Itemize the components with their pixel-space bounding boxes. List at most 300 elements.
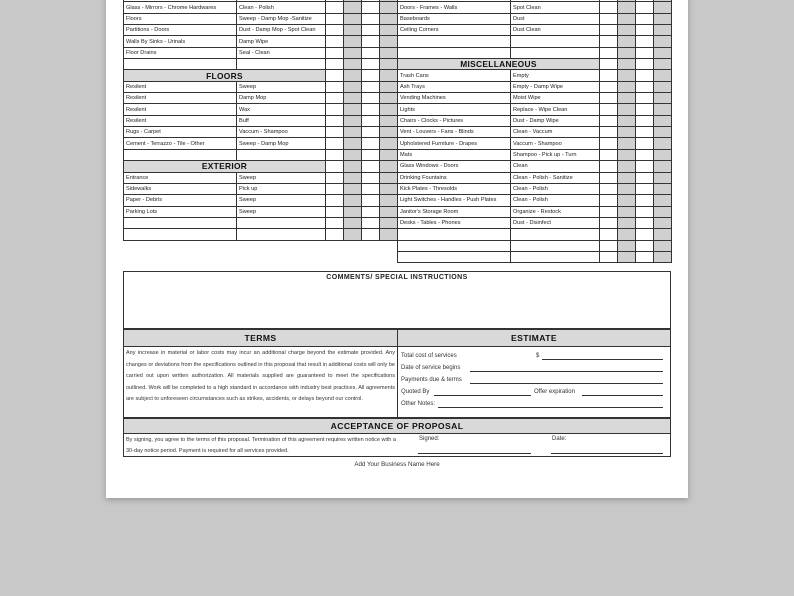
checkbox-cell[interactable]	[600, 240, 618, 251]
task-area-cell: Trash Cans	[398, 70, 511, 81]
task-action-cell: Sweep	[237, 206, 326, 217]
table-row	[124, 36, 398, 47]
checkbox-cell[interactable]	[636, 115, 654, 126]
acceptance-section	[123, 418, 671, 457]
checkbox-cell[interactable]	[362, 127, 380, 138]
checkbox-cell[interactable]	[654, 59, 672, 70]
checkbox-cell[interactable]	[618, 229, 636, 240]
checkbox-cell[interactable]	[636, 70, 654, 81]
task-area-cell: Drinking Fountains	[398, 172, 511, 183]
task-area-cell: Parking Lots	[124, 206, 237, 217]
checkbox-cell[interactable]	[618, 13, 636, 24]
checkbox-cell[interactable]	[326, 2, 344, 13]
checkbox-cell[interactable]	[600, 115, 618, 126]
task-action-cell: Dust - Damp Wipe	[511, 115, 600, 126]
checkbox-cell[interactable]	[326, 115, 344, 126]
task-area-cell: Cement - Terrazzo - Tile - Other	[124, 138, 237, 149]
checkbox-cell[interactable]	[636, 2, 654, 13]
checkbox-cell[interactable]	[362, 161, 380, 172]
checkbox-cell[interactable]	[326, 161, 344, 172]
task-area-cell: Resilent	[124, 81, 237, 92]
checkbox-cell[interactable]	[600, 81, 618, 92]
table-row	[398, 115, 672, 126]
checkbox-cell[interactable]	[326, 59, 344, 70]
task-action-cell: Spot Clean	[511, 2, 600, 13]
checkbox-cell[interactable]	[654, 25, 672, 36]
task-area-cell	[124, 229, 237, 240]
checkbox-cell[interactable]	[636, 25, 654, 36]
table-row	[124, 25, 398, 36]
date-label: Date:	[552, 436, 567, 442]
task-action-cell	[511, 251, 600, 262]
task-area-cell: Vent - Louvers - Fans - Blinds	[398, 127, 511, 138]
table-row	[398, 81, 672, 92]
table-row	[124, 127, 398, 138]
task-area-cell	[124, 149, 237, 160]
currency-symbol: $	[536, 353, 540, 359]
checkbox-cell[interactable]	[362, 217, 380, 228]
checkbox-cell[interactable]	[344, 172, 362, 183]
checkbox-cell[interactable]	[380, 149, 398, 160]
checkbox-cell[interactable]	[636, 149, 654, 160]
checkbox-cell[interactable]	[326, 70, 344, 81]
task-area-cell: Chairs - Clocks - Pictures	[398, 115, 511, 126]
checkbox-cell[interactable]	[600, 70, 618, 81]
task-area-cell: Partitions - Doors	[124, 25, 237, 36]
task-action-cell: Moist Wipe	[511, 93, 600, 104]
table-row	[398, 149, 672, 160]
table-row	[398, 183, 672, 194]
checkbox-cell[interactable]	[344, 47, 362, 58]
checkbox-cell[interactable]	[380, 47, 398, 58]
table-row	[398, 229, 672, 240]
checkbox-cell[interactable]	[654, 13, 672, 24]
checkbox-cell[interactable]	[362, 47, 380, 58]
checkbox-cell[interactable]	[600, 172, 618, 183]
checkbox-cell[interactable]	[618, 240, 636, 251]
checkbox-cell[interactable]	[600, 217, 618, 228]
table-row	[398, 36, 672, 47]
checkbox-cell[interactable]	[618, 127, 636, 138]
task-action-cell	[237, 59, 326, 70]
checkbox-cell[interactable]	[380, 36, 398, 47]
task-action-cell: Pick up	[237, 183, 326, 194]
checkbox-cell[interactable]	[362, 149, 380, 160]
task-action-cell: Dust	[511, 13, 600, 24]
checkbox-cell[interactable]	[344, 36, 362, 47]
checkbox-cell[interactable]	[618, 59, 636, 70]
task-action-cell: Clean - Polish - Sanitize	[511, 172, 600, 183]
checkbox-cell[interactable]	[362, 104, 380, 115]
task-action-cell: Shampoo - Pick up - Turn	[511, 149, 600, 160]
checkbox-cell[interactable]	[636, 195, 654, 206]
checkbox-cell[interactable]	[654, 195, 672, 206]
table-row	[398, 172, 672, 183]
task-area-cell: Floor Drains	[124, 47, 237, 58]
checkbox-cell[interactable]	[326, 195, 344, 206]
checkbox-cell[interactable]	[380, 161, 398, 172]
task-area-cell: Resilent	[124, 93, 237, 104]
task-action-cell	[237, 229, 326, 240]
table-row	[124, 195, 398, 206]
checkbox-cell[interactable]	[362, 70, 380, 81]
proposal-page	[106, 0, 688, 498]
task-area-cell: Upholstered Furniture - Drapes	[398, 138, 511, 149]
service-date-label: Date of service begins	[401, 365, 461, 372]
checkbox-cell[interactable]	[380, 81, 398, 92]
checkbox-cell[interactable]	[636, 217, 654, 228]
checkbox-cell[interactable]	[380, 183, 398, 194]
checkbox-cell[interactable]	[344, 81, 362, 92]
acceptance-title: ACCEPTANCE OF PROPOSAL	[124, 419, 670, 434]
checkbox-cell[interactable]	[380, 217, 398, 228]
checkbox-cell[interactable]	[362, 59, 380, 70]
checkbox-cell[interactable]	[344, 104, 362, 115]
task-action-cell	[511, 229, 600, 240]
checkbox-cell[interactable]	[618, 251, 636, 262]
checkbox-cell[interactable]	[362, 172, 380, 183]
checkbox-cell[interactable]	[362, 195, 380, 206]
comments-box[interactable]	[123, 271, 671, 329]
checkbox-cell[interactable]	[600, 127, 618, 138]
checkbox-cell[interactable]	[344, 229, 362, 240]
checkbox-cell[interactable]	[654, 217, 672, 228]
table-row	[124, 93, 398, 104]
checkbox-cell[interactable]	[636, 59, 654, 70]
comments-title: COMMENTS/ SPECIAL INSTRUCTIONS	[326, 274, 468, 281]
checkbox-cell[interactable]	[326, 217, 344, 228]
checkbox-cell[interactable]	[654, 93, 672, 104]
checkbox-cell[interactable]	[654, 47, 672, 58]
task-action-cell: Clean - Vaccum	[511, 127, 600, 138]
task-area-cell: Entrance	[124, 172, 237, 183]
checkbox-cell[interactable]	[380, 138, 398, 149]
checkbox-cell[interactable]	[636, 127, 654, 138]
table-row	[124, 172, 398, 183]
checkbox-cell[interactable]	[618, 70, 636, 81]
quoted-row	[398, 386, 670, 398]
checkbox-cell[interactable]	[362, 2, 380, 13]
task-area-cell: Doors - Frames - Walls	[398, 2, 511, 13]
checkbox-cell[interactable]	[654, 36, 672, 47]
checkbox-cell[interactable]	[654, 104, 672, 115]
table-row	[398, 240, 672, 251]
table-row	[124, 138, 398, 149]
checkbox-cell[interactable]	[326, 25, 344, 36]
task-action-cell: Damp Mop	[237, 93, 326, 104]
payments-label: Payments due & terms	[401, 377, 462, 384]
task-area-cell	[398, 36, 511, 47]
checkbox-cell[interactable]	[636, 138, 654, 149]
checkbox-cell[interactable]	[362, 115, 380, 126]
table-row	[124, 206, 398, 217]
checkbox-cell[interactable]	[600, 183, 618, 194]
table-row	[124, 59, 398, 70]
checkbox-cell[interactable]	[636, 172, 654, 183]
checkbox-cell[interactable]	[344, 115, 362, 126]
table-row	[398, 25, 672, 36]
checkbox-cell[interactable]	[636, 229, 654, 240]
checkbox-cell[interactable]	[636, 47, 654, 58]
estimate-title: ESTIMATE	[398, 330, 670, 347]
misc-heading-row	[398, 59, 672, 70]
total-cost-field[interactable]	[542, 350, 663, 360]
table-row	[124, 183, 398, 194]
table-row	[398, 47, 672, 58]
checkbox-cell[interactable]	[618, 183, 636, 194]
checkbox-cell[interactable]	[618, 195, 636, 206]
checkbox-cell[interactable]	[326, 93, 344, 104]
checkbox-cell[interactable]	[636, 36, 654, 47]
checkbox-cell[interactable]	[600, 2, 618, 13]
right-task-table	[397, 0, 672, 263]
terms-estimate-section	[123, 329, 671, 418]
checkbox-cell[interactable]	[618, 81, 636, 92]
task-area-cell: Rugs - Carpet	[124, 127, 237, 138]
checkbox-cell[interactable]	[344, 217, 362, 228]
checkbox-cell[interactable]	[618, 2, 636, 13]
checkbox-cell[interactable]	[654, 229, 672, 240]
checkbox-cell[interactable]	[600, 161, 618, 172]
checkbox-cell[interactable]	[654, 149, 672, 160]
checkbox-cell[interactable]	[600, 195, 618, 206]
table-row	[124, 47, 398, 58]
acceptance-text: By signing, you agree to the terms of this proposal. Termination of this agreement requires written notice with a 30-day notice period. Payment is required for all services provided.	[126, 437, 396, 454]
checkbox-cell[interactable]	[600, 13, 618, 24]
task-action-cell: Vaccum - Shampoo	[511, 138, 600, 149]
notes-row	[398, 398, 670, 410]
expiration-field[interactable]	[582, 386, 663, 396]
checkbox-cell[interactable]	[618, 161, 636, 172]
checkbox-cell[interactable]	[344, 149, 362, 160]
checkbox-cell[interactable]	[618, 149, 636, 160]
checkbox-cell[interactable]	[618, 115, 636, 126]
checkbox-cell[interactable]	[362, 229, 380, 240]
checkbox-cell[interactable]	[344, 59, 362, 70]
checkbox-cell[interactable]	[654, 127, 672, 138]
checkbox-cell[interactable]	[344, 13, 362, 24]
checkbox-cell[interactable]	[380, 13, 398, 24]
service-date-field[interactable]	[470, 362, 663, 372]
task-area-cell: Floors	[124, 13, 237, 24]
checkbox-cell[interactable]	[362, 81, 380, 92]
checkbox-cell[interactable]	[600, 149, 618, 160]
checkbox-cell[interactable]	[654, 251, 672, 262]
checkbox-cell[interactable]	[636, 93, 654, 104]
task-area-cell: Resilent	[124, 104, 237, 115]
checkbox-cell[interactable]	[654, 206, 672, 217]
checkbox-cell[interactable]	[600, 229, 618, 240]
task-area-cell	[398, 229, 511, 240]
checkbox-cell[interactable]	[618, 104, 636, 115]
checkbox-cell[interactable]	[326, 149, 344, 160]
task-action-cell: Sweep - Damp Mop	[237, 138, 326, 149]
checkbox-cell[interactable]	[380, 115, 398, 126]
checkbox-cell[interactable]	[636, 13, 654, 24]
table-row	[124, 81, 398, 92]
checkbox-cell[interactable]	[362, 36, 380, 47]
terms-title: TERMS	[124, 330, 397, 347]
checkbox-cell[interactable]	[326, 47, 344, 58]
checkbox-cell[interactable]	[618, 93, 636, 104]
checkbox-cell[interactable]	[654, 81, 672, 92]
table-row	[398, 195, 672, 206]
checkbox-cell[interactable]	[326, 104, 344, 115]
checkbox-cell[interactable]	[380, 59, 398, 70]
task-area-cell: Sidewalks	[124, 183, 237, 194]
checkbox-cell[interactable]	[636, 251, 654, 262]
task-area-cell: Resilent	[124, 115, 237, 126]
checkbox-cell[interactable]	[654, 240, 672, 251]
floors-heading: FLOORS	[124, 70, 326, 81]
task-area-cell: Light Switches - Handles - Push Plates	[398, 195, 511, 206]
total-cost-row	[398, 350, 670, 362]
checkbox-cell[interactable]	[362, 13, 380, 24]
checkbox-cell[interactable]	[362, 138, 380, 149]
payments-row	[398, 374, 670, 386]
task-action-cell	[237, 217, 326, 228]
checkbox-cell[interactable]	[380, 93, 398, 104]
checkbox-cell[interactable]	[326, 183, 344, 194]
checkbox-cell[interactable]	[600, 138, 618, 149]
terms-panel	[124, 330, 398, 417]
task-area-cell: Ceiling Corners	[398, 25, 511, 36]
checkbox-cell[interactable]	[380, 195, 398, 206]
checkbox-cell[interactable]	[326, 172, 344, 183]
task-action-cell: Dust - Disinfect	[511, 217, 600, 228]
checkbox-cell[interactable]	[326, 206, 344, 217]
checkbox-cell[interactable]	[618, 138, 636, 149]
checkbox-cell[interactable]	[618, 47, 636, 58]
checkbox-cell[interactable]	[380, 70, 398, 81]
checkbox-cell[interactable]	[344, 183, 362, 194]
task-action-cell: Vaccum - Shampoo	[237, 127, 326, 138]
business-name-footer: Add Your Business Name Here	[354, 461, 440, 468]
checkbox-cell[interactable]	[600, 47, 618, 58]
checkbox-cell[interactable]	[344, 127, 362, 138]
checkbox-cell[interactable]	[618, 25, 636, 36]
checkbox-cell[interactable]	[326, 138, 344, 149]
checkbox-cell[interactable]	[600, 36, 618, 47]
checkbox-cell[interactable]	[344, 93, 362, 104]
checkbox-cell[interactable]	[380, 104, 398, 115]
checkbox-cell[interactable]	[618, 217, 636, 228]
checkbox-cell[interactable]	[362, 25, 380, 36]
checkbox-cell[interactable]	[380, 229, 398, 240]
task-area-cell: Paper - Debris	[124, 195, 237, 206]
task-action-cell: Clean - Polish	[237, 2, 326, 13]
table-row	[398, 161, 672, 172]
task-action-cell: Empty	[511, 70, 600, 81]
checkbox-cell[interactable]	[636, 104, 654, 115]
table-row	[124, 115, 398, 126]
date-field[interactable]	[551, 442, 663, 454]
checkbox-cell[interactable]	[600, 59, 618, 70]
checkbox-cell[interactable]	[654, 161, 672, 172]
quoted-label: Quoted By	[401, 389, 430, 396]
task-action-cell: Buff	[237, 115, 326, 126]
checkbox-cell[interactable]	[618, 36, 636, 47]
checkbox-cell[interactable]	[344, 161, 362, 172]
table-row	[398, 217, 672, 228]
checkbox-cell[interactable]	[600, 251, 618, 262]
table-row	[398, 104, 672, 115]
checkbox-cell[interactable]	[344, 25, 362, 36]
checkbox-cell[interactable]	[380, 172, 398, 183]
checkbox-cell[interactable]	[326, 81, 344, 92]
notes-field[interactable]	[438, 398, 663, 408]
checkbox-cell[interactable]	[362, 206, 380, 217]
task-action-cell: Clean - Polish	[511, 183, 600, 194]
task-action-cell: Clean - Polish	[511, 195, 600, 206]
payments-field[interactable]	[470, 374, 663, 384]
signature-field[interactable]	[418, 442, 531, 454]
task-area-cell: Desks - Tables - Phones	[398, 217, 511, 228]
checkbox-cell[interactable]	[654, 183, 672, 194]
task-action-cell: Sweep	[237, 172, 326, 183]
task-area-cell	[124, 217, 237, 228]
checkbox-cell[interactable]	[344, 2, 362, 13]
checkbox-cell[interactable]	[326, 36, 344, 47]
checkbox-cell[interactable]	[636, 81, 654, 92]
total-cost-label: Total cost of services	[401, 353, 457, 359]
checkbox-cell[interactable]	[618, 172, 636, 183]
checkbox-cell[interactable]	[654, 115, 672, 126]
checkbox-cell[interactable]	[380, 2, 398, 13]
checkbox-cell[interactable]	[326, 127, 344, 138]
checkbox-cell[interactable]	[380, 127, 398, 138]
task-area-cell	[398, 240, 511, 251]
exterior-heading-row	[124, 161, 398, 172]
checkbox-cell[interactable]	[636, 161, 654, 172]
checkbox-cell[interactable]	[380, 25, 398, 36]
task-area-cell: Ash Trays	[398, 81, 511, 92]
misc-heading: MISCELLANEOUS	[398, 59, 600, 70]
checkbox-cell[interactable]	[344, 195, 362, 206]
task-action-cell	[511, 47, 600, 58]
checkbox-cell[interactable]	[636, 206, 654, 217]
task-action-cell: Sweep - Damp Mop -Sanitize	[237, 13, 326, 24]
notes-label: Other Notes:	[401, 401, 436, 408]
checkbox-cell[interactable]	[344, 138, 362, 149]
checkbox-cell[interactable]	[326, 13, 344, 24]
checkbox-cell[interactable]	[362, 183, 380, 194]
task-action-cell	[237, 149, 326, 160]
checkbox-cell[interactable]	[636, 240, 654, 251]
table-row	[124, 2, 398, 13]
checkbox-cell[interactable]	[600, 104, 618, 115]
floors-heading-row	[124, 70, 398, 81]
table-row	[124, 104, 398, 115]
checkbox-cell[interactable]	[344, 70, 362, 81]
checkbox-cell[interactable]	[600, 93, 618, 104]
checkbox-cell[interactable]	[362, 93, 380, 104]
checkbox-cell[interactable]	[636, 183, 654, 194]
checkbox-cell[interactable]	[654, 138, 672, 149]
checkbox-cell[interactable]	[326, 229, 344, 240]
task-action-cell: Dust Clean	[511, 25, 600, 36]
checkbox-cell[interactable]	[618, 206, 636, 217]
checkbox-cell[interactable]	[600, 206, 618, 217]
checkbox-cell[interactable]	[654, 70, 672, 81]
checkbox-cell[interactable]	[344, 206, 362, 217]
checkbox-cell[interactable]	[654, 2, 672, 13]
quoted-field[interactable]	[434, 386, 531, 396]
checkbox-cell[interactable]	[600, 25, 618, 36]
checkbox-cell[interactable]	[380, 206, 398, 217]
checkbox-cell[interactable]	[654, 172, 672, 183]
table-row	[124, 229, 398, 240]
